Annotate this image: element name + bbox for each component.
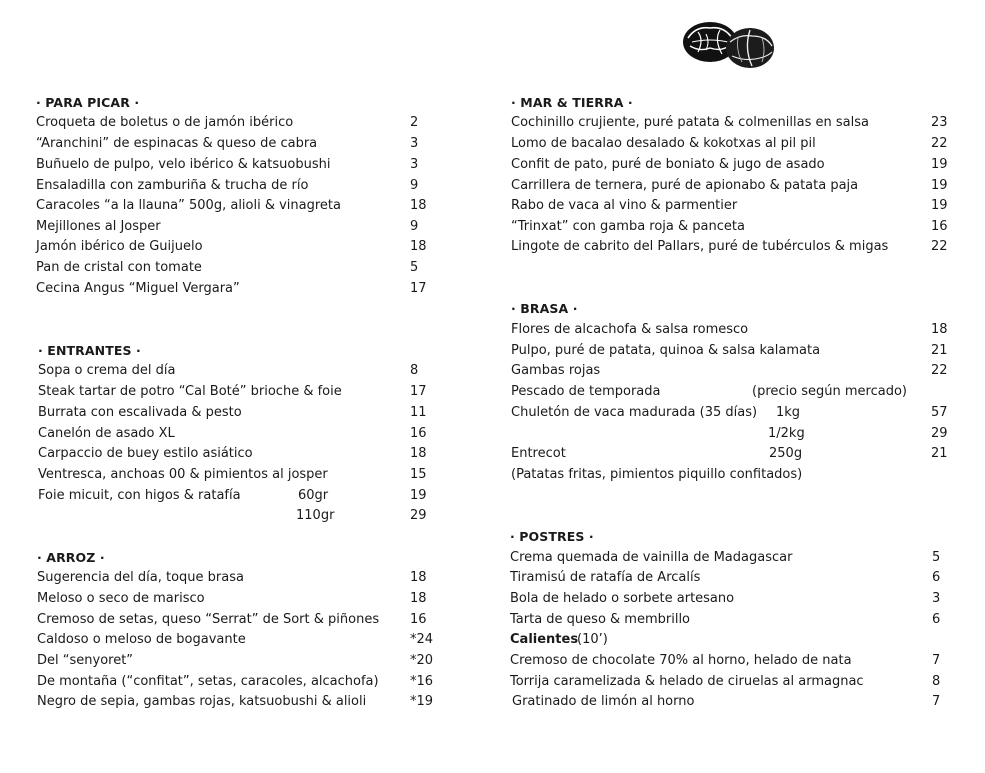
item-name: Cecina Angus “Miguel Vergara” [36, 281, 240, 296]
item-price: 3 [410, 157, 419, 172]
item-price: 18 [410, 446, 427, 461]
item-name: Del “senyoret” [37, 653, 134, 668]
item-name: Negro de sepia, gambas rojas, katsuobushi & alioli [37, 694, 367, 709]
walnut-right [726, 28, 774, 68]
item-name: Pan de cristal con tomate [36, 260, 202, 275]
item-name: Jamón ibérico de Guijuelo [36, 239, 203, 254]
item-qty: 1/2kg [768, 426, 805, 441]
item-price: 2 [410, 115, 419, 130]
item-name: Carrillera de ternera, puré de apionabo & patata paja [511, 178, 859, 193]
item-price: 5 [932, 550, 941, 565]
item-price: 18 [410, 570, 427, 585]
item-name: Flores de alcachofa & salsa romesco [511, 322, 749, 337]
section-title: · BRASA · [511, 301, 578, 316]
section-title: · POSTRES · [510, 529, 594, 544]
item-price: 18 [931, 322, 948, 337]
item-name: Gratinado de limón al horno [512, 694, 695, 709]
item-price: 11 [410, 405, 427, 420]
item-price: 23 [931, 115, 948, 130]
item-price: 3 [410, 136, 419, 151]
item-price: 18 [410, 239, 427, 254]
item-price: 19 [931, 157, 948, 172]
item-price: 22 [931, 136, 948, 151]
item-price: 21 [931, 343, 948, 358]
calientes-note: (10’) [577, 632, 608, 647]
item-name: Burrata con escalivada & pesto [38, 405, 242, 420]
item-price: 6 [932, 612, 941, 627]
section-title: · ENTRANTES · [38, 343, 141, 358]
item-name: Croqueta de boletus o de jamón ibérico [36, 115, 294, 130]
item-price: 8 [410, 363, 419, 378]
item-qty: 110gr [296, 508, 335, 523]
item-price: 6 [932, 570, 941, 585]
item-name: Lomo de bacalao desalado & kokotxas al pil pil [511, 136, 816, 151]
section-title: · PARA PICAR · [36, 95, 140, 110]
item-name: Cremoso de setas, queso “Serrat” de Sort & piñones [37, 612, 380, 627]
item-name: Chuletón de vaca madurada (35 días) [511, 405, 758, 420]
section-title: · ARROZ · [37, 550, 105, 565]
item-qty: 1kg [776, 405, 801, 420]
item-price: *24 [410, 632, 434, 647]
item-price: 22 [931, 363, 948, 378]
item-note: (precio según mercado) [752, 384, 907, 399]
item-price: 16 [931, 219, 948, 234]
item-qty: 60gr [298, 488, 329, 503]
item-name: Buñuelo de pulpo, velo ibérico & katsuobushi [36, 157, 331, 172]
item-name: Crema quemada de vainilla de Madagascar [510, 550, 793, 565]
item-price: 19 [931, 178, 948, 193]
item-name: Tarta de queso & membrillo [510, 612, 691, 627]
item-name: Ensaladilla con zamburiña & trucha de río [36, 178, 309, 193]
section-title: · MAR & TIERRA · [511, 95, 633, 110]
item-price: 18 [410, 591, 427, 606]
item-price: 57 [931, 405, 948, 420]
item-price: 3 [932, 591, 941, 606]
item-name: Canelón de asado XL [38, 426, 175, 441]
item-price: 9 [410, 178, 419, 193]
item-name: (Patatas fritas, pimientos piquillo confitados) [511, 467, 803, 482]
item-price: 9 [410, 219, 419, 234]
item-name: Tiramisú de ratafía de Arcalís [510, 570, 701, 585]
walnuts-icon [676, 12, 780, 72]
item-price: *16 [410, 674, 434, 689]
item-price: 5 [410, 260, 419, 275]
item-name: Carpaccio de buey estilo asiático [38, 446, 253, 461]
item-name: Lingote de cabrito del Pallars, puré de tubérculos & migas [511, 239, 889, 254]
item-price: 29 [931, 426, 948, 441]
item-name: Cochinillo crujiente, puré patata & colmenillas en salsa [511, 115, 869, 130]
item-name: De montaña (“confitat”, setas, caracoles, alcachofa) [37, 674, 379, 689]
item-price: 7 [932, 653, 941, 668]
item-name: Confit de pato, puré de boniato & jugo de asado [511, 157, 825, 172]
item-name: Entrecot [511, 446, 566, 461]
item-price: 17 [410, 281, 427, 296]
item-name: Torrija caramelizada & helado de ciruelas al armagnac [510, 674, 864, 689]
item-name: Caracoles “a la llauna” 500g, alioli & vinagreta [36, 198, 341, 213]
item-name: Caldoso o meloso de bogavante [37, 632, 246, 647]
item-name: Bola de helado o sorbete artesano [510, 591, 735, 606]
item-name: Sugerencia del día, toque brasa [37, 570, 244, 585]
item-name: Pescado de temporada [511, 384, 661, 399]
item-name: “Trinxat” con gamba roja & panceta [511, 219, 745, 234]
item-price: *20 [410, 653, 434, 668]
item-name: Pulpo, puré de patata, quinoa & salsa kalamata [511, 343, 821, 358]
item-name: “Aranchini” de espinacas & queso de cabra [36, 136, 318, 151]
item-price: 21 [931, 446, 948, 461]
item-price: 7 [932, 694, 941, 709]
item-price: *19 [410, 694, 434, 709]
item-price: 8 [932, 674, 941, 689]
item-name: Sopa o crema del día [38, 363, 176, 378]
item-name: Mejillones al Josper [36, 219, 161, 234]
calientes-label: Calientes [510, 632, 579, 647]
item-name: Ventresca, anchoas 00 & pimientos al josper [38, 467, 328, 482]
item-price: 17 [410, 384, 427, 399]
item-name: Rabo de vaca al vino & parmentier [511, 198, 738, 213]
item-name: Foie micuit, con higos & ratafía [38, 488, 241, 503]
item-price: 19 [931, 198, 948, 213]
item-price: 18 [410, 198, 427, 213]
item-name: Steak tartar de potro “Cal Boté” brioche & foie [38, 384, 342, 399]
item-price: 16 [410, 612, 427, 627]
item-name: Cremoso de chocolate 70% al horno, helado de nata [510, 653, 852, 668]
item-name: Meloso o seco de marisco [37, 591, 205, 606]
item-price: 19 [410, 488, 427, 503]
item-qty: 250g [769, 446, 803, 461]
item-price: 29 [410, 508, 427, 523]
item-price: 22 [931, 239, 948, 254]
item-price: 16 [410, 426, 427, 441]
item-name: Gambas rojas [511, 363, 601, 378]
item-price: 15 [410, 467, 427, 482]
